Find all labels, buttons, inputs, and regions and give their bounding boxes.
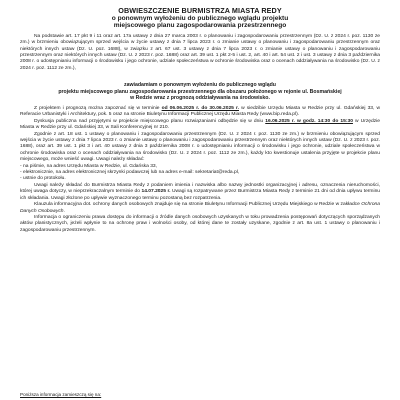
discussion-text-1: Dyskusja publiczna nad przyjętymi w projekcie miejscowego planu rozwiązaniami odbędzie się w dniu <box>34 118 266 124</box>
channel-item: - ustnie do protokołu. <box>20 176 66 182</box>
display-text-2: w siedzibie Urzędu Miasta w Redzie przy ul. Gdańskiej 33, w Referacie Urbanistyki i Architektury, pok. 5 oraz na stronie Biuletynu Informacji Publicznej Urzędu Miasta Redy (www.bip.reda.pl). <box>20 106 381 118</box>
deadline-date: 14.07.2025 r. <box>141 189 171 195</box>
announcement-subtitle-1: o ponownym wyłożeniu do publicznego wglądu projektu <box>111 14 289 22</box>
rodo-tab-name: Ochrona Danych Osobowych <box>20 202 380 214</box>
discussion-text-2: w Urzędzie Miasta w Redzie przy ul. Gdańskiej 33, w Sali Konferencyjnej nr 210. <box>20 118 380 131</box>
remarks-intro-paragraph: Zgodnie z art. 18 ust. 1 ustawy o planowaniu i zagospodarowaniu przestrzennym (Dz. U. z 2024 r. poz. 1130 ze zm.) w brzmieniu obowiązującym sprzed wejścia w życie ustawy z dnia 7 lipca 2023 r. o zmianie ustawy o planowaniu i zagospodarowaniu przestrzennym oraz niektórych innych ustaw (Dz. U. z 2023 r. poz. 1688), oraz art. 39 ust. 1 pkt 3 i art. 40 ustawy z dnia 3 października 2008 r. o udostępnianiu informacji o środowisku i jego ochronie, udziale społeczeństwa w ochronie środowiska oraz o ocenach oddziaływania na środowisko (Dz. U. z 2024 r. poz. 1112 ze zm.), każdy kto kwestionuje ustalenia przyjęte w projekcie planu miejscowego, może wnieść uwagi. Uwagi należy składać: <box>20 131 380 163</box>
notice-line-1: zawiadamiam o ponownym wyłożeniu do publicznego wglądu <box>124 82 276 89</box>
restriction-paragraph: Informacja o ograniczeniu prawa dostępu do informacji o źródle danych osobowych uzyskanych w toku prowadzenia postępowań dotyczących sporządzanych aktów planistycznych, jeżeli wpłynie to na ochronę praw i wolności osoby, od której dane te zostały uzyskane, zgodnie z art. 8a ust. 1 ustawy o planowaniu i zagospodarowaniu przestrzennym. <box>20 214 380 233</box>
rodo-paragraph <box>20 202 380 215</box>
channel-item: - na piśmie, na adres Urzędu Miasta w Redzie, ul. Gdańska 33, <box>20 163 158 169</box>
deadline-text-1: Uwagi należy składać do Burmistrza Miasta Redy z podaniem imienia i nazwiska albo nazwy jednostki organizacyjnej i adresu, oznaczenia nieruchomości, której uwaga dotyczy, w nieprzekraczalnym terminie do <box>20 182 380 195</box>
deadline-text-2: Uwagi są rozpatrywane przez Burmistrza Miasta Redy z terminie 21 dni od dnia upływu terminu ich składania. Uwagi złożone po upływie wyznaczonego terminu pozostaną bez rozpatrzenia. <box>20 189 381 201</box>
rodo-text-2: . <box>63 208 65 214</box>
footer-note: Poniższa informacja zamieszczą się na: <box>20 392 102 397</box>
deadline-paragraph <box>20 183 380 202</box>
notice-line-2: projektu miejscowego planu zagospodarowania przestrzennego dla obszaru położonego w rejonie ul. Bosmańskiej <box>58 88 342 95</box>
notice-block <box>20 82 380 102</box>
submission-channels-list <box>20 164 380 183</box>
announcement-title: OBWIESZCZENIE BURMISTRZA MIASTA REDY <box>118 6 282 15</box>
discussion-paragraph <box>20 119 380 132</box>
display-period-paragraph <box>20 106 380 119</box>
display-dates: od 06.06.2025 r. do 30.06.2025 r. <box>161 106 239 111</box>
notice-line-3: w Redzie wraz z prognozą oddziaływania na środowisko. <box>130 95 270 102</box>
channel-item: - elektronicznie, na adres elektronicznej skrzynki podawczej lub na adres e-mail: sekretariat@reda.pl, <box>20 170 240 176</box>
announcement-header <box>20 7 380 30</box>
legal-basis-paragraph: Na podstawie art. 17 pkt 9 i 11 oraz art. 17a ustawy z dnia 27 marca 2003 r. o planowaniu i zagospodarowaniu przestrzennym (Dz. U. z 2024 r. poz. 1130 ze zm.) w brzmieniu obowiązującym sprzed wejścia w życie ustawy z dnia 7 lipca 2023 r. o zmianie ustawy o planowaniu i zagospodarowaniu przestrzennym oraz niektórych innych ustaw (Dz. U. poz. 1688), w związku z art. 67 ust. 3 ustawy z dnia 7 lipca 2023 r. o zmianie ustawy o planowaniu i zagospodarowaniu przestrzennym oraz niektórych innych ustaw (Dz. U. z 2023 r. poz. 1688) oraz art. 39 ust. 1 pkt 2-5 i ust. 2, art. 40 i art. 54 ust. 2 i ust. 3 ustawy z dnia 3 października 2008 r. o udostępnianiu informacji o środowisku i jego ochronie, udziale społeczeństwa w ochronie środowiska oraz o ocenach oddziaływania na środowisko (Dz. U. z 2024 r. poz. 1112 ze zm.), <box>20 33 380 71</box>
discussion-date-time: 16.06.2025 r. w godz. 14:30 do 15:30 <box>265 118 353 124</box>
display-text-1: Z projektem i prognozą można zapoznać się w terminie <box>34 106 162 111</box>
announcement-subtitle-2: miejscowego planu zagospodarowania przestrzennego <box>113 22 287 30</box>
rodo-text-1: Klauzula informacyjna dot. ochrony danych osobowych znajduje się na stronie Biuletynu Informacji Publicznej Urzędu Miejskiego w Redzie w zakładce <box>34 202 362 208</box>
